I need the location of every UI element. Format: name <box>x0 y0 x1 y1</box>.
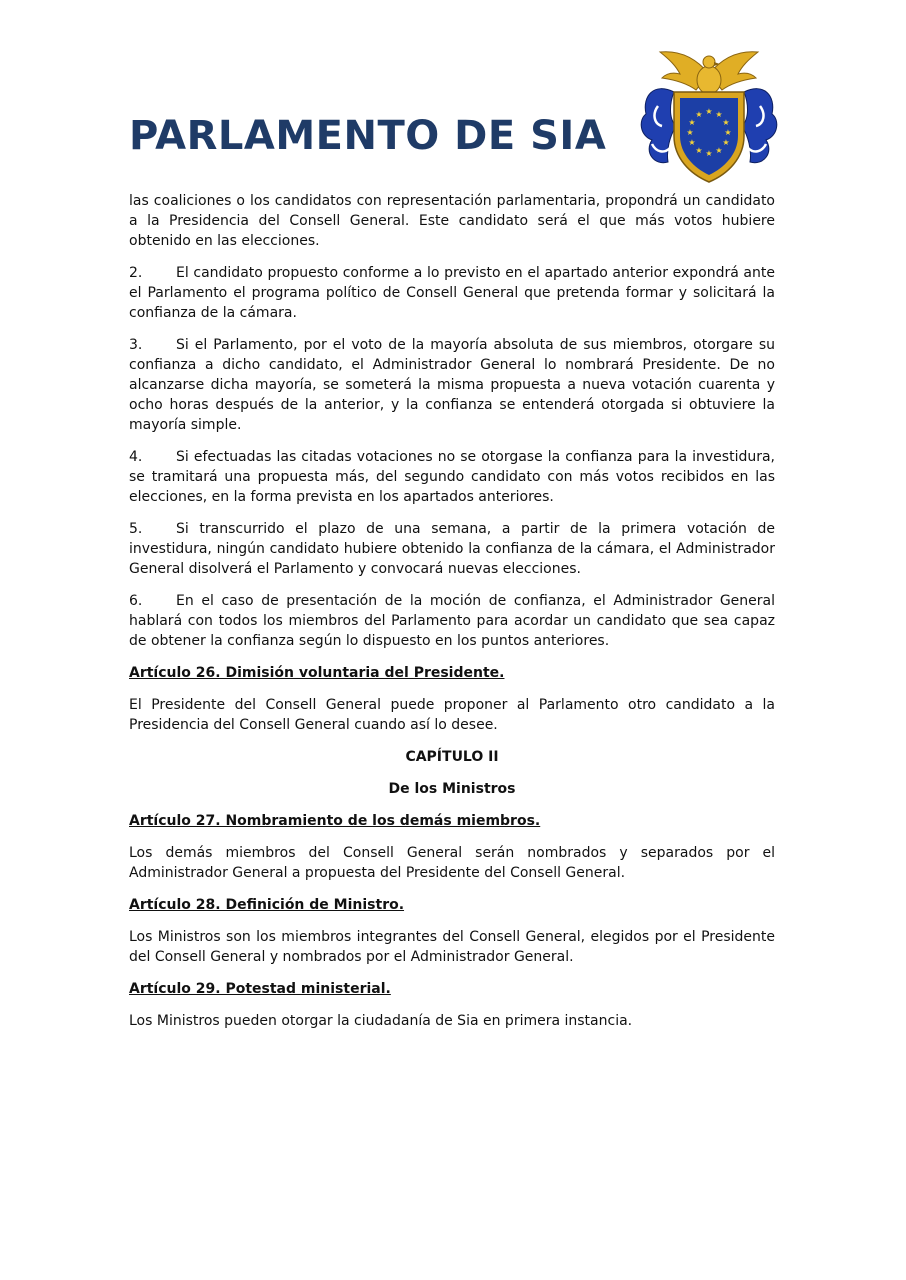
svg-text:★: ★ <box>722 138 730 147</box>
document-title: PARLAMENTO DE SIA <box>129 113 607 159</box>
numbered-item-3 <box>129 335 775 435</box>
article-29-heading: Artículo 29. Potestad ministerial. <box>129 981 391 997</box>
svg-text:★: ★ <box>715 110 723 119</box>
svg-text:★: ★ <box>688 118 696 127</box>
svg-text:★: ★ <box>695 146 703 155</box>
svg-text:★: ★ <box>705 149 713 158</box>
numbered-item-5 <box>129 519 775 579</box>
article-29-text: Los Ministros pueden otorgar la ciudadanía de Sia en primera instancia. <box>129 1013 633 1029</box>
svg-text:★: ★ <box>686 128 694 137</box>
item-number: 4. <box>129 449 143 465</box>
svg-text:★: ★ <box>724 128 732 137</box>
item-number: 3. <box>129 337 143 353</box>
item-text: El candidato propuesto conforme a lo previsto en el apartado anterior expondrá ante el Parlamento el programa político de Consell General que pretenda formar y solicitará la confianza de la cámara. <box>129 265 775 321</box>
item-text: Si efectuadas las citadas votaciones no se otorgase la confianza para la investidura, se tramitará una propuesta más, del segundo candidato con más votos recibidos en las elecciones, en la forma prevista en los apartados anteriores. <box>129 449 775 505</box>
svg-text:★: ★ <box>695 110 703 119</box>
chapter-title: CAPÍTULO II <box>405 749 499 765</box>
eagle-shield-crest-icon <box>636 40 782 188</box>
article-26-heading: Artículo 26. Dimisión voluntaria del Presidente. <box>129 665 505 681</box>
item-text: En el caso de presentación de la moción de confianza, el Administrador General hablará con todos los miembros del Parlamento para acordar un candidato que sea capaz de obtener la confianza según lo dispuesto en los puntos anteriores. <box>129 593 775 649</box>
item-text: Si el Parlamento, por el voto de la mayoría absoluta de sus miembros, otorgare su confianza a dicho candidato, el Administrador General lo nombrará Presidente. De no alcanzarse dicha mayoría, se someterá la misma propuesta a nueva votación cuarenta y ocho horas después de la anterior, y la confianza se entenderá otorgada si obtuviere la mayoría simple. <box>129 337 775 433</box>
article-28-text: Los Ministros son los miembros integrantes del Consell General, elegidos por el Presidente del Consell General y nombrados por el Administrador General. <box>129 929 775 965</box>
item-number: 5. <box>129 521 143 537</box>
numbered-item-6 <box>129 591 775 651</box>
chapter-subtitle: De los Ministros <box>388 781 516 797</box>
numbered-item-2 <box>129 263 775 323</box>
item-text: Si transcurrido el plazo de una semana, a partir de la primera votación de investidura, ningún candidato hubiere obtenido la confianza de la cámara, el Administrador General disolverá el Parlamento y convocará nuevas elecciones. <box>129 521 775 577</box>
item-number: 2. <box>129 265 143 281</box>
svg-text:★: ★ <box>705 107 713 116</box>
svg-text:★: ★ <box>715 146 723 155</box>
svg-text:★: ★ <box>722 118 730 127</box>
item-number: 6. <box>129 593 143 609</box>
paragraph-intro: las coaliciones o los candidatos con representación parlamentaria, propondrá un candidato a la Presidencia del Consell General. Este candidato será el que más votos hubiere obtenido en las elecciones. <box>129 193 775 249</box>
svg-text:★: ★ <box>688 138 696 147</box>
article-26-text: El Presidente del Consell General puede proponer al Parlamento otro candidato a la Presidencia del Consell General cuando así lo desee. <box>129 697 775 733</box>
article-28-heading: Artículo 28. Definición de Ministro. <box>129 897 405 913</box>
numbered-item-4 <box>129 447 775 507</box>
article-27-heading: Artículo 27. Nombramiento de los demás miembros. <box>129 813 541 829</box>
document-body <box>129 191 775 1043</box>
article-27-text: Los demás miembros del Consell General serán nombrados y separados por el Administrador General a propuesta del Presidente del Consell General. <box>129 845 775 881</box>
